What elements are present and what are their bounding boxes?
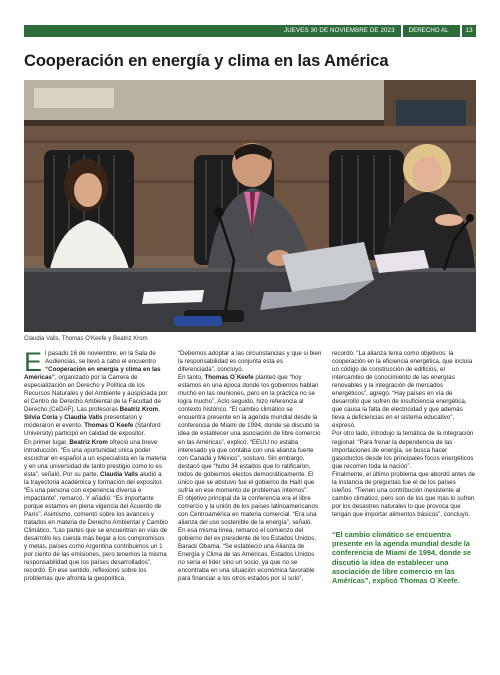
header-rule xyxy=(24,25,276,37)
article-body xyxy=(24,347,476,670)
article-column-3 xyxy=(332,350,476,670)
article-column-1 xyxy=(24,347,168,670)
header-publication: DERECHO AL DÍA Nº 400 xyxy=(403,25,460,37)
paragraph: El pasado 16 de noviembre, en la Sala de Audiencias, se llevó a cabo el encuentro “Cooperación en energía y clima en las Américas”, organizado por la Carrera de especialización en Derecho y Política de los Recursos Naturales y del Ambiente y auspiciada por el Centro de Derecho Ambiental de la Facultad de Derecho (CeDAF). Las profesoras Beatriz Krom, Silvia Coria y Claudia Valls presentaron y moderaron el evento. Thomas O´Keefe (Stanford University) participó en calidad de expositor. xyxy=(24,347,168,438)
article-photo xyxy=(24,80,476,332)
paragraph: recordó. “La alianza tenía como objetivos: la cooperación en la eficiencia energética, que incluía un código de construcción de edificios, el intercambio de conocimiento de las energías renovables y la integración de mercados energéticos”, agregó. “Hay países en vía de desarrollo que sufren de insuficiencia energética, que causa la falta de electricidad y que además lleva a deficiencias en el sistema educativo”, expresó. xyxy=(332,350,473,430)
page-header xyxy=(24,25,476,46)
paragraph: En primer lugar, Beatriz Krom ofreció una breve introducción. “Es una oportunidad única poder escuchar en español a un especialista en la materia y en una universidad de tanto prestigio como lo es ésta”, señaló. Por su parte, Claudia Valls aludió a la trayectoria académica y formación del expositor. “Es una persona con experiencia diversa e impactante”, remarcó. Y añadió: “Es importante porque estamos en plena vigencia del Acuerdo de París”. Asimismo, comentó sobre los avances y tratados en materia de Derecho Ambiental y Cambio Climático. “Las partes que se encuentran en vías de desarrollo les cuesta más llegar a los compromisos y metas, países como Argentina contribuimos un 1 por ciento de las emisiones, pero tenemos la misma responsabilidad que los países desarrollados”, recordó. En ese sentido, reflexionó sobre los problemas que afronta la geopolítica. xyxy=(24,438,168,583)
photo-illustration xyxy=(24,80,476,332)
drop-cap: E xyxy=(24,347,43,377)
paragraph: Por otro lado, introdujo la temática de la integración regional: “Para frenar la dependencia de las importaciones de energía, se busca hacer gasoductos desde los principales focos energéticos que recorren toda la nación”. xyxy=(332,430,474,470)
paragraph: “Debemos adoptar a las circunstancias y que si bien la responsabilidad es conjunta esta es diferenciada”, concluyó. xyxy=(178,350,322,374)
article-column-2 xyxy=(178,350,322,670)
article-headline: Cooperación en energía y clima en las América xyxy=(24,52,389,70)
photo-caption: Claudia Valls, Thomas O'Keefe y Beatriz Krom xyxy=(24,336,148,342)
paragraph: Finalmente, el último problema que abordó antes de la instancia de preguntas fue el de los países isleños. “Tienen una contribución inexistente al cambio climático, pero son de los que más lo sufren por los desastres naturales lo que provoca que tengan que importar alimentos básicos”, concluyó. xyxy=(332,470,476,518)
page-number: 13 xyxy=(462,25,476,37)
pull-quote: “El cambio climático se encuentra presente en la agenda mundial desde la conferencia de Miami de 1994, donde se discutió la idea de establecer una asociación de libre comercio en las Américas”, explicó Thomas O´Keefe. xyxy=(332,529,472,585)
paragraph: En tanto, Thomas O´Keefe planteó que “hoy estamos en una época donde los gobiernos hablan mucho en las reuniones, pero en la práctica no se logra mucho”. Acto seguido, hizo referencia al contexto histórico. “El cambio climático se encuentra presente en la agenda mundial desde la conferencia de Miami de 1994, donde se discutió la idea de establecer una asociación de libre comercio en las Américas”, explicó. “EEUU no estaba interesado ya que contaba con una alianza fuerte con Canadá y México”, sostuvo. Sin embargo, destacó que “hubo 34 estados que lo ratificaron, todos de gobiernos electos democráticamente. El único que se abstuvo fue el gobierno de Haití que sufría en ese momento de problemas internos”. xyxy=(178,374,321,494)
header-date: JUEVES 30 DE NOVIEMBRE DE 2023 xyxy=(276,25,401,37)
paragraph: El objetivo principal de la conferencia era el libre comercio y la unión de los países latinoamericanos con Centroamérica en materia comercial. “Era una alianza del uso sostenible de la energía”, señaló. xyxy=(178,494,318,526)
paragraph: En esa misma línea, remarcó el comienzo del gobierno del ex presidente de los Estados Unidos, Barack Obama. “Se estableció una Alianza de Energía y Clima de las Américas. Estados Unidos no sería el líder sino un socio, ya que no se encontraba en una situación económica favorable para financiar a los otros estados por sí solo”, xyxy=(178,527,316,583)
